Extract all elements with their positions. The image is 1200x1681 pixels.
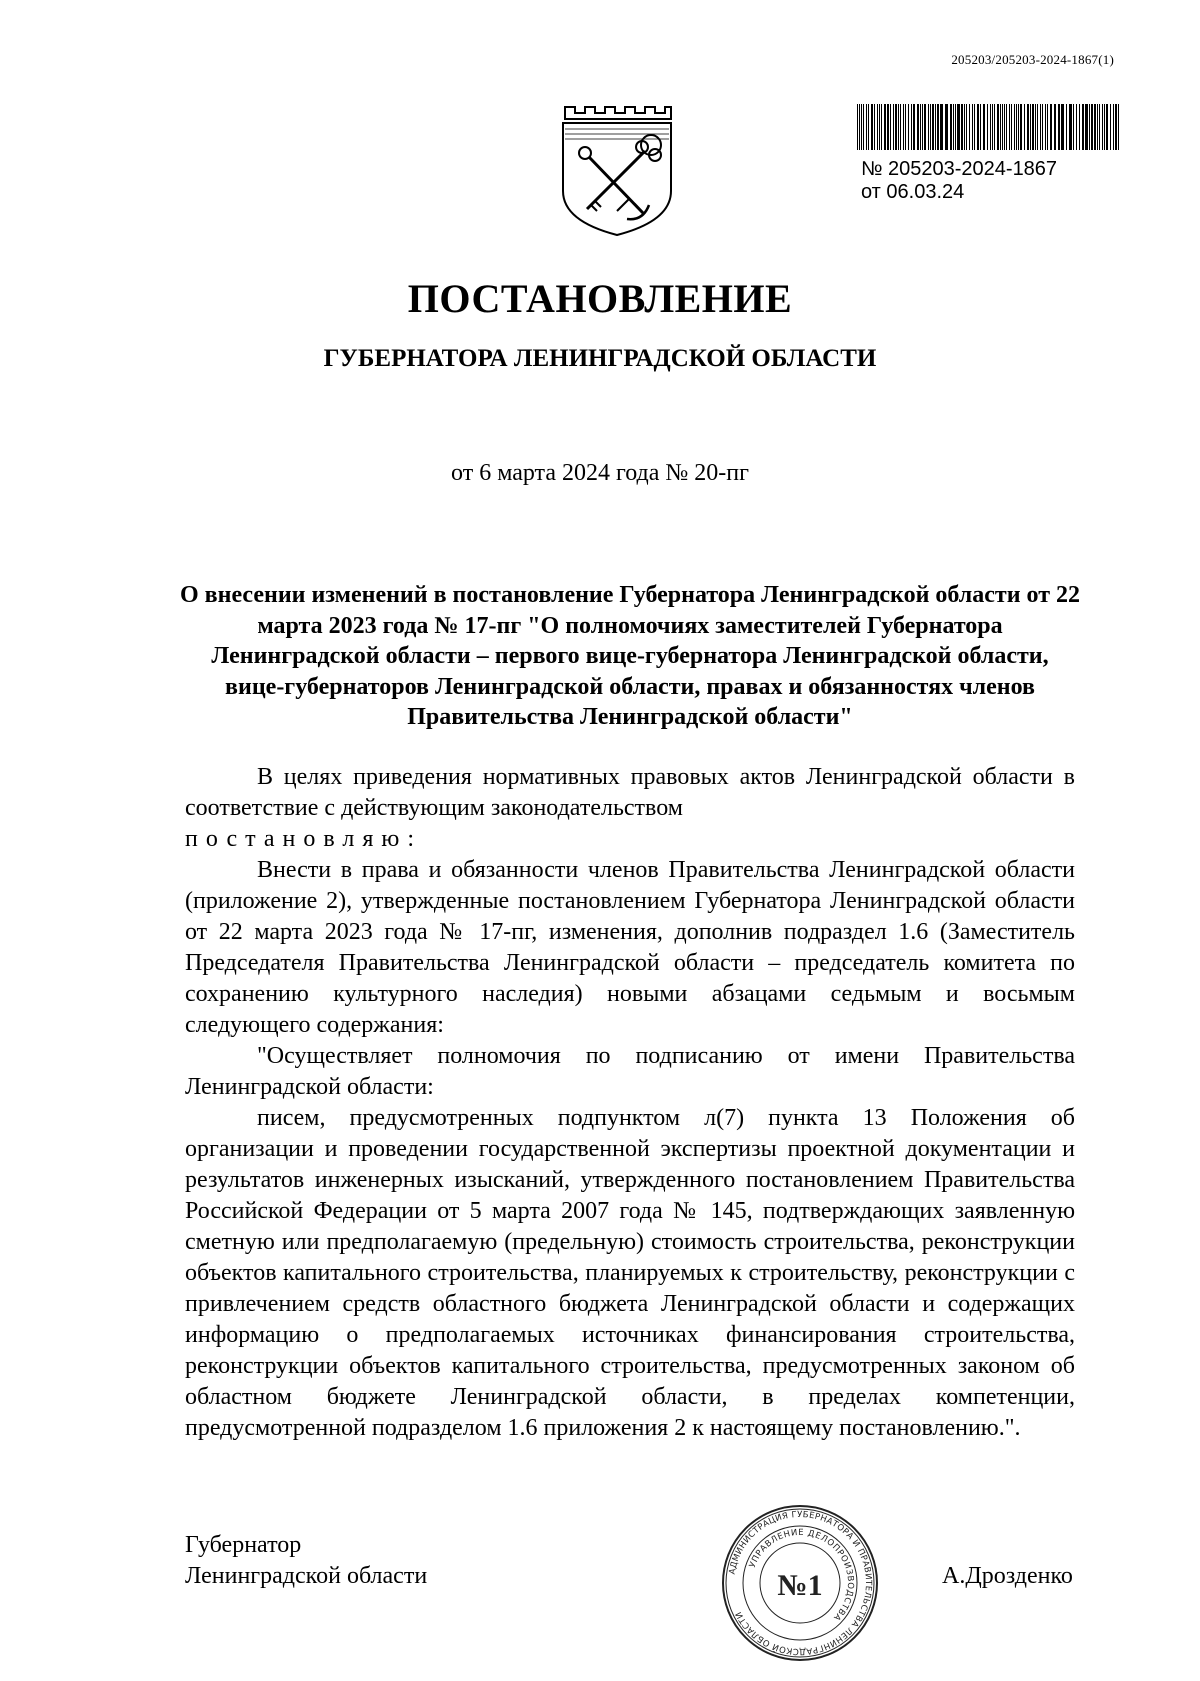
barcode-bar bbox=[980, 104, 981, 150]
barcode-bar bbox=[917, 104, 919, 150]
barcode-bar bbox=[961, 104, 963, 150]
barcode-bar bbox=[1037, 104, 1038, 150]
coat-of-arms-icon bbox=[557, 99, 677, 239]
barcode-bar bbox=[1014, 104, 1015, 150]
barcode-bar bbox=[1027, 104, 1029, 150]
barcode-bar bbox=[1082, 104, 1084, 150]
barcode-bar bbox=[1047, 104, 1048, 150]
barcode-bar bbox=[987, 104, 988, 150]
document-title: ПОСТАНОВЛЕНИЕ bbox=[407, 276, 793, 321]
barcode-bar bbox=[900, 104, 901, 150]
barcode-bar bbox=[977, 104, 979, 150]
barcode-bar bbox=[957, 104, 960, 150]
barcode-bar bbox=[1076, 104, 1077, 150]
document-date: от 6 марта 2024 года № 20-пг bbox=[451, 460, 749, 486]
barcode-bar bbox=[884, 104, 886, 150]
barcode-bar bbox=[866, 104, 867, 150]
barcode-bar bbox=[1085, 104, 1088, 150]
barcode-bar bbox=[1002, 104, 1003, 150]
barcode-bar bbox=[994, 104, 995, 150]
barcode-bar bbox=[871, 104, 873, 150]
barcode-bar bbox=[1011, 104, 1012, 150]
barcode-bar bbox=[1118, 104, 1119, 150]
paragraph-3: писем, предусмотренных подпунктом л(7) пункта 13 Положения об организации и проведении государственной экспертизы проектной документации и результатов инженерных изысканий, утвержденного постановлением Правительства Российской Федерации от 5 марта 2007 года № 145, подтверждающих заявленную сметную или предполагаемую (предельную) стоимость строительства, реконструкции объектов капитального строительства, планируемых к строительству, реконструкции с привлечением средств областного бюджета Ленинградской области и содержащих информацию о предполагаемых источниках финансирования строительства, реконструкции объектов капитального строительства, предусмотренных законом об областном бюджете Ленинградской области, в пределах компетенции, предусмотренной подразделом 1.6 приложения 2 к настоящему постановлению.". bbox=[185, 1105, 1075, 1441]
barcode-bar bbox=[1016, 104, 1017, 150]
barcode-bar bbox=[1110, 104, 1111, 150]
barcode-bar bbox=[1000, 104, 1001, 150]
paragraph-1: Внести в права и обязанности членов Правительства Ленинградской области (приложение 2), утвержденные постановлением Губернатора Ленинградской области от 22 марта 2023 года № 17-пг, изменения, дополнив подраздел 1.6 (Заместитель Председателя Правительства Ленинградской области – председатель комитета по сохранению культурного наследия) новыми абзацами седьмым и восьмым следующего содержания: bbox=[185, 857, 1075, 1038]
barcode-bar bbox=[950, 104, 952, 150]
barcode-bar bbox=[972, 104, 973, 150]
barcode-bar bbox=[874, 104, 875, 150]
barcode-bar bbox=[969, 104, 970, 150]
barcode-bar bbox=[890, 104, 891, 150]
barcode-bar bbox=[1113, 104, 1114, 150]
barcode-bar bbox=[940, 104, 943, 150]
signatory-position-line-2: Ленинградской области bbox=[185, 1563, 428, 1589]
barcode-bar bbox=[983, 104, 985, 150]
barcode-bar bbox=[1097, 104, 1098, 150]
barcode-bar bbox=[857, 104, 858, 150]
barcode-bar bbox=[893, 104, 894, 150]
barcode-bar bbox=[877, 104, 878, 150]
barcode-bar bbox=[1091, 104, 1093, 150]
registration-block bbox=[857, 104, 1119, 204]
barcode-bar bbox=[887, 104, 889, 150]
barcode-bar bbox=[1066, 104, 1067, 150]
barcode-bar bbox=[863, 104, 864, 150]
barcode-bar bbox=[1102, 104, 1103, 150]
barcode-bar bbox=[879, 104, 880, 150]
barcode-bar bbox=[1050, 104, 1052, 150]
barcode-bar bbox=[997, 104, 999, 150]
barcode-bar bbox=[1032, 104, 1034, 150]
barcode-bar bbox=[1024, 104, 1025, 150]
document-reference: 205203/205203-2024-1867(1) bbox=[951, 52, 1114, 67]
stamp-outer-text: АДМИНИСТРАЦИЯ ГУБЕРНАТОРА И ПРАВИТЕЛЬСТВА ЛЕНИНГРАДСКОЙ ОБЛАСТИ bbox=[727, 1509, 874, 1657]
barcode-bar bbox=[895, 104, 897, 150]
barcode-bar bbox=[1009, 104, 1010, 150]
barcode-bar bbox=[1104, 104, 1105, 150]
barcode-bar bbox=[932, 104, 934, 150]
barcode-bar bbox=[992, 104, 993, 150]
registration-number: № 205203-2024-1867 bbox=[861, 158, 1058, 180]
barcode-bar bbox=[859, 104, 860, 150]
signatory-position bbox=[185, 1530, 427, 1592]
barcode-bar bbox=[1006, 104, 1007, 150]
signatory-name: А.Дрозденко bbox=[942, 1563, 1073, 1589]
barcode-bar bbox=[928, 104, 929, 150]
document-subtitle: ГУБЕРНАТОРА ЛЕНИНГРАДСКОЙ ОБЛАСТИ bbox=[323, 345, 877, 372]
registration-date: от 06.03.24 bbox=[861, 181, 965, 203]
document-heading: О внесении изменений в постановление Губернатора Ленинградской области от 22 марта 2023 года № 17-пг "О полномочиях заместителей Губернатора Ленинградской области – первого вице-губернатора Ленинградской области, вице-губернаторов Ленинградской области, правах и обязанностях членов Правительства Ленинградской области" bbox=[180, 582, 1080, 730]
barcode-bar bbox=[1069, 104, 1072, 150]
barcode-bar bbox=[881, 104, 882, 150]
barcode-bar bbox=[953, 104, 954, 150]
barcode-bar bbox=[1079, 104, 1080, 150]
barcode-bar bbox=[1045, 104, 1046, 150]
barcode-bar bbox=[1115, 104, 1117, 150]
barcode bbox=[857, 104, 1119, 150]
barcode-bar bbox=[1106, 104, 1108, 150]
stamp-inner-text: УПРАВЛЕНИЕ ДЕЛОПРОИЗВОДСТВА bbox=[747, 1527, 856, 1623]
barcode-bar bbox=[913, 104, 915, 150]
barcode-bar bbox=[1040, 104, 1041, 150]
barcode-bar bbox=[1073, 104, 1074, 150]
barcode-bar bbox=[1094, 104, 1096, 150]
barcode-bar bbox=[1030, 104, 1031, 150]
barcode-bar bbox=[1018, 104, 1019, 150]
barcode-bar bbox=[966, 104, 967, 150]
barcode-bar bbox=[920, 104, 921, 150]
barcode-bar bbox=[1061, 104, 1064, 150]
barcode-bar bbox=[861, 104, 862, 150]
barcode-bar bbox=[1089, 104, 1090, 150]
barcode-bar bbox=[935, 104, 936, 150]
barcode-bar bbox=[898, 104, 899, 150]
barcode-bar bbox=[868, 104, 869, 150]
barcode-bar bbox=[903, 104, 904, 150]
document-body bbox=[185, 762, 1075, 1444]
preamble-paragraph: В целях приведения нормативных правовых актов Ленинградской области в соответствие с действующим законодательством bbox=[185, 764, 1075, 821]
signatory-position-line-1: Губернатор bbox=[185, 1532, 302, 1558]
barcode-bar bbox=[922, 104, 923, 150]
stamp-number: №1 bbox=[777, 1569, 823, 1602]
barcode-bar bbox=[924, 104, 926, 150]
barcode-bar bbox=[945, 104, 948, 150]
decree-word: постановляю: bbox=[185, 826, 422, 852]
barcode-bar bbox=[911, 104, 912, 150]
paragraph-2: "Осуществляет полномочия по подписанию от имени Правительства Ленинградской области: bbox=[185, 1043, 1075, 1100]
barcode-bar bbox=[905, 104, 906, 150]
barcode-bar bbox=[1035, 104, 1036, 150]
barcode-bar bbox=[955, 104, 956, 150]
barcode-bar bbox=[937, 104, 939, 150]
barcode-bar bbox=[964, 104, 965, 150]
barcode-bar bbox=[908, 104, 909, 150]
barcode-bar bbox=[1054, 104, 1056, 150]
barcode-bar bbox=[1020, 104, 1022, 150]
barcode-bar bbox=[930, 104, 931, 150]
barcode-bar bbox=[990, 104, 991, 150]
official-stamp bbox=[720, 1503, 880, 1663]
barcode-bar bbox=[1042, 104, 1043, 150]
barcode-bar bbox=[1099, 104, 1100, 150]
barcode-bar bbox=[1004, 104, 1005, 150]
barcode-bar bbox=[1058, 104, 1060, 150]
barcode-bar bbox=[974, 104, 975, 150]
